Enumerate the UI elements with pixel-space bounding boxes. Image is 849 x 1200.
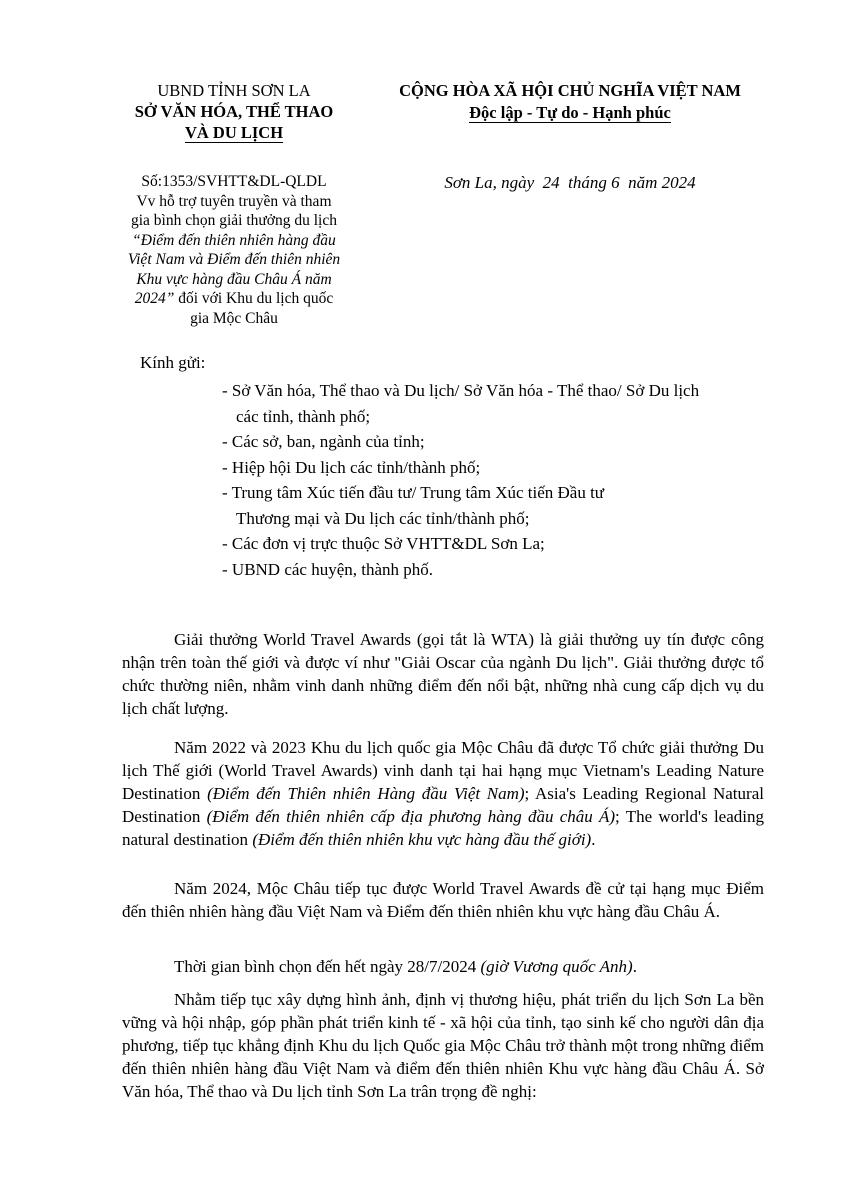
paragraph-text: Năm 2024, Mộc Châu tiếp tục được World Travel Awards đề cử tại hạng mục Điểm đến thiên nhiên hàng đầu Việt Nam và Điểm đến thiên nhiên khu vực hàng đầu Châu Á. (122, 879, 764, 921)
paragraph-text: . (591, 830, 596, 849)
subject-line: Khu vực hàng đầu Châu Á năm (136, 270, 332, 288)
paragraph-text-italic: (Điểm đến Thiên nhiên Hàng đầu Việt Nam) (207, 784, 525, 803)
recipient-item: các tỉnh, thành phố; (236, 406, 371, 426)
recipient-item: - UBND các huyện, thành phố. (222, 559, 434, 579)
paragraph-text: ; The world's leading natural destination (122, 807, 764, 849)
subject-line: “Điểm đến thiên nhiên hàng đầu (132, 231, 336, 249)
paragraph-text-italic: (Điểm đến thiên nhiên cấp địa phương hàng đầu châu Á) (206, 807, 616, 826)
agency-name-line2: VÀ DU LỊCH (184, 123, 284, 142)
paragraph-text: ; Asia's Leading Regional Natural Destination (122, 784, 764, 826)
document-number: Số:1353/SVHTT&DL-QLDL (141, 173, 327, 190)
recipient-item: - Trung tâm Xúc tiến đầu tư/ Trung tâm Xúc tiến Đầu tư (222, 483, 605, 502)
document-number-block (100, 172, 368, 328)
body-paragraph-3 (122, 877, 764, 923)
paragraph-text-italic: (giờ Vương quốc Anh) (480, 957, 633, 976)
subject-line: Việt Nam và Điểm đến thiên nhiên (127, 251, 341, 268)
paragraph-text: Năm 2022 và 2023 Khu du lịch quốc gia Mộc Châu đã được Tổ chức giải thưởng Du lịch Thế giới (World Travel Awards) vinh danh tại hai hạng mục Vietnam's Leading Nature Destination (122, 738, 764, 803)
recipient-item: - Sở Văn hóa, Thể thao và Du lịch/ Sở Văn hóa - Thể thao/ Sở Du lịch (222, 381, 700, 400)
body-paragraph-1 (122, 628, 764, 720)
body-paragraph-4 (122, 955, 764, 978)
recipient-item: - Các đơn vị trực thuộc Sở VHTT&DL Sơn La; (222, 534, 545, 553)
body-paragraph-2 (122, 736, 764, 851)
subject-line: gia bình chọn giải thưởng du lịch (130, 212, 337, 229)
recipient-item: - Hiệp hội Du lịch các tỉnh/thành phố; (222, 457, 481, 477)
subject-line: 2024” (134, 290, 175, 307)
country-name: CỘNG HÒA XÃ HỘI CHỦ NGHĨA VIỆT NAM (399, 81, 741, 100)
agency-parent: UBND TỈNH SƠN LA (157, 81, 311, 100)
issuing-agency (100, 80, 368, 143)
date-text: Sơn La, ngày 24 tháng 6 năm 2024 (444, 173, 696, 192)
recipient-item: - Các sở, ban, ngành của tỉnh; (222, 432, 425, 451)
paragraph-text: . (632, 957, 637, 976)
subject-line: đối với Khu du lịch quốc (174, 290, 334, 307)
paragraph-text: Nhằm tiếp tục xây dựng hình ảnh, định vị thương hiệu, phát triển du lịch Sơn La bền vững và hội nhập, góp phần phát triển kinh tế - xã hội của tỉnh, tạo sinh kế cho người dân địa phương, tiếp tục khẳng định Khu du lịch Quốc gia Mộc Châu trở thành một trong những điểm đến thiên nhiên hàng đầu Việt Nam và điểm đến thiên nhiên Khu vực hàng đầu Châu Á. Sở Văn hóa, Thể thao và Du lịch tỉnh Sơn La trân trọng đề nghị: (122, 990, 764, 1101)
kinh-gui-label: Kính gửi: (140, 353, 206, 372)
national-title (368, 80, 772, 124)
recipient-list (222, 378, 782, 582)
recipient-item: Thương mại và Du lịch các tỉnh/thành phố; (236, 508, 530, 528)
paragraph-text-italic: (Điểm đến thiên nhiên khu vực hàng đầu thế giới) (252, 830, 592, 849)
subject-line: gia Mộc Châu (190, 309, 278, 327)
date-line (368, 172, 772, 194)
agency-name-line1: SỞ VĂN HÓA, THỂ THAO (134, 102, 334, 121)
body-paragraph-5 (122, 988, 764, 1103)
subject-line: Vv hỗ trợ tuyên truyền và tham (136, 192, 332, 210)
paragraph-text: Giải thưởng World Travel Awards (gọi tắt là WTA) là giải thưởng uy tín được công nhận trên toàn thế giới và được ví như "Giải Oscar của ngành Du lịch". Giải thưởng được tổ chức thường niên, nhằm vinh danh những điểm đến nổi bật, những nhà cung cấp dịch vụ du lịch chất lượng. (122, 630, 764, 718)
paragraph-text: Thời gian bình chọn đến hết ngày 28/7/2024 (174, 957, 481, 976)
motto: Độc lập - Tự do - Hạnh phúc (469, 103, 671, 122)
